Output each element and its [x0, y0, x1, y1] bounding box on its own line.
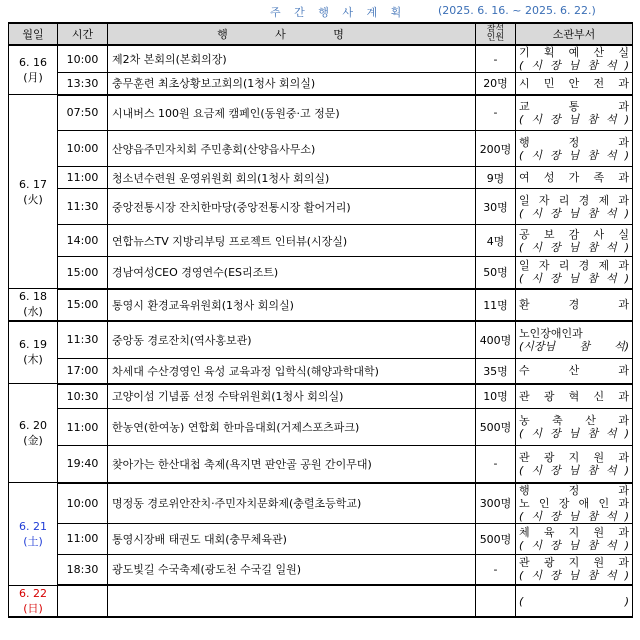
- period-label: (2025. 6. 16. ~ 2025. 6. 22.): [438, 4, 596, 17]
- event-attendance: 500명: [476, 523, 516, 554]
- event-name: 중앙동 경로잔치(역사홍보관): [108, 321, 476, 359]
- event-attendance: -: [476, 554, 516, 585]
- event-name: 찾아가는 한산대첩 축제(욕지면 판안골 공원 간이무대): [108, 446, 476, 483]
- event-row: [9, 359, 633, 384]
- event-name: [108, 585, 476, 617]
- weekday-label: (火): [23, 192, 43, 206]
- event-time: 13:30: [58, 73, 108, 95]
- department-name: 일 자 리 경 제 과: [519, 259, 629, 273]
- department-name: 관 광 지 원 과: [519, 556, 629, 570]
- event-attendance: -: [476, 446, 516, 483]
- department-note: ( 시 장 님 참 석 ): [519, 112, 629, 126]
- event-department: [516, 523, 633, 554]
- department-name: 기 획 예 산 실: [519, 46, 629, 59]
- event-attendance: -: [476, 45, 516, 73]
- header-day: 월일: [9, 23, 58, 45]
- department-name: 농 축 산 과: [519, 414, 629, 427]
- department-name: 교 통 과: [519, 99, 629, 113]
- schedule-table: [8, 22, 633, 618]
- day-cell: [9, 95, 58, 289]
- department-note: ( 시 장 님 참 석 ): [519, 569, 629, 583]
- department-name: 여 성 가 족 과: [519, 171, 629, 184]
- date-label: 6. 17: [19, 177, 47, 191]
- event-attendance: 500명: [476, 409, 516, 446]
- header-row: [9, 23, 633, 45]
- department-name: 수 산 과: [519, 364, 629, 378]
- department-note: (시장님 참 석): [519, 339, 629, 353]
- event-department: [516, 359, 633, 384]
- department-note: ( 시 장 님 참 석 ): [519, 59, 629, 72]
- event-department: [516, 73, 633, 95]
- day-cell: [9, 483, 58, 586]
- event-row: [9, 45, 633, 73]
- event-time: 10:00: [58, 483, 108, 524]
- event-time: 10:00: [58, 131, 108, 167]
- event-attendance: -: [476, 95, 516, 131]
- event-time: 11:00: [58, 523, 108, 554]
- weekday-label: (金): [23, 434, 43, 447]
- event-name: 한농연(한여농) 연합회 한마음대회(거제스포츠파크): [108, 409, 476, 446]
- event-name: 청소년수련원 운영위원회 회의(1청사 회의실): [108, 167, 476, 189]
- department-note: ( 시 장 님 참 석 ): [519, 509, 629, 523]
- department-note: ( ): [519, 594, 629, 608]
- title-bar: [0, 0, 640, 22]
- event-attendance: [476, 585, 516, 617]
- department-note: ( 시 장 님 참 석 ): [519, 206, 629, 220]
- event-time: 11:30: [58, 189, 108, 225]
- event-name: 제2차 본회의(본회의장): [108, 45, 476, 73]
- event-name: 중앙전통시장 잔치한마당(중앙전통시장 활어거리): [108, 189, 476, 225]
- event-attendance: 9명: [476, 167, 516, 189]
- event-time: 17:00: [58, 359, 108, 384]
- day-cell: [9, 321, 58, 384]
- page-title: 주 간 행 사 계 획: [270, 6, 407, 19]
- event-row: [9, 384, 633, 409]
- event-attendance: 11명: [476, 289, 516, 321]
- day-cell: [9, 384, 58, 483]
- event-attendance: 400명: [476, 321, 516, 359]
- event-department: [516, 554, 633, 585]
- event-time: 15:00: [58, 289, 108, 321]
- event-name: 충무훈련 최초상황보고회의(1청사 회의실): [108, 73, 476, 95]
- event-name: 산양읍주민자치회 주민총회(산양읍사무소): [108, 131, 476, 167]
- event-time: 10:00: [58, 45, 108, 73]
- event-department: [516, 289, 633, 321]
- weekday-label: (水): [23, 305, 43, 319]
- header-attendance: 참석 인원: [476, 23, 516, 45]
- event-row: [9, 73, 633, 95]
- event-name: 통영시 환경교육위원회(1청사 회의실): [108, 289, 476, 321]
- department-name: 노인장애인과: [519, 326, 583, 340]
- date-label: 6. 19: [19, 338, 47, 352]
- event-row: [9, 189, 633, 225]
- event-row: [9, 523, 633, 554]
- event-row: [9, 585, 633, 617]
- event-department: [516, 409, 633, 446]
- department-name: 시 민 안 전 과: [519, 76, 629, 90]
- event-department: [516, 384, 633, 409]
- event-attendance: 30명: [476, 189, 516, 225]
- event-name: 차세대 수산경영인 육성 교육과정 입학식(해양과학대학): [108, 359, 476, 384]
- event-time: 11:30: [58, 321, 108, 359]
- event-row: [9, 225, 633, 257]
- date-label: 6. 20: [19, 419, 47, 432]
- department-name: 일 자 리 경 제 과: [519, 193, 629, 207]
- event-time: 07:50: [58, 95, 108, 131]
- event-attendance: 20명: [476, 73, 516, 95]
- event-department: [516, 257, 633, 289]
- day-cell: [9, 585, 58, 617]
- event-name: 시내버스 100원 요금제 캠페인(동원중·고 정문): [108, 95, 476, 131]
- event-department: [516, 131, 633, 167]
- date-label: 6. 21: [19, 519, 47, 533]
- event-row: [9, 446, 633, 483]
- event-name: 통영시장배 태권도 대회(충무체육관): [108, 523, 476, 554]
- event-department: [516, 189, 633, 225]
- event-time: 10:30: [58, 384, 108, 409]
- header-schedule: 행 사 명: [108, 23, 476, 45]
- department-note: ( 시 장 님 참 석 ): [519, 427, 629, 440]
- department-name: 공 보 감 사 실: [519, 227, 629, 241]
- event-row: [9, 409, 633, 446]
- weekday-label: (土): [23, 534, 43, 548]
- department-name: 관 광 지 원 과: [519, 450, 629, 464]
- event-name: 고양이섬 기념품 선정 수탁위원회(1청사 회의실): [108, 384, 476, 409]
- event-time: 15:00: [58, 257, 108, 289]
- department-note: ( 시 장 님 참 석 ): [519, 538, 629, 552]
- event-time: 18:30: [58, 554, 108, 585]
- date-label: 6. 18: [19, 290, 47, 304]
- event-attendance: 200명: [476, 131, 516, 167]
- header-time: 시간: [58, 23, 108, 45]
- department-name: 체 육 지 원 과: [519, 525, 629, 539]
- event-department: [516, 446, 633, 483]
- department-name: 행 정 과: [519, 135, 629, 149]
- event-department: [516, 45, 633, 73]
- event-name: 명정동 경로위안잔치·주민자치문화제(충렬초등학교): [108, 483, 476, 524]
- event-time: 11:00: [58, 167, 108, 189]
- header-department: 소관부서: [516, 23, 633, 45]
- event-name: 연합뉴스TV 지방리부팅 프로젝트 인터뷰(시장실): [108, 225, 476, 257]
- event-name: 경남여성CEO 경영연수(ES리조트): [108, 257, 476, 289]
- event-name: 광도빛길 수국축제(광도천 수국길 일원): [108, 554, 476, 585]
- weekday-label: (木): [23, 353, 43, 367]
- event-department: [516, 225, 633, 257]
- event-time: 14:00: [58, 225, 108, 257]
- event-attendance: 35명: [476, 359, 516, 384]
- event-department: [516, 585, 633, 617]
- event-row: [9, 167, 633, 189]
- department-name: 행 정 과: [519, 483, 629, 497]
- event-row: [9, 257, 633, 289]
- weekday-label: (月): [23, 71, 43, 84]
- event-row: [9, 483, 633, 524]
- day-cell: [9, 289, 58, 321]
- event-department: [516, 167, 633, 189]
- date-label: 6. 16: [19, 56, 47, 69]
- department-name: 관 광 혁 신 과: [519, 389, 629, 403]
- event-department: [516, 321, 633, 359]
- event-row: [9, 95, 633, 131]
- event-department: [516, 483, 633, 524]
- department-note: ( 시 장 님 참 석 ): [519, 148, 629, 162]
- department-note: ( 시 장 님 참 석 ): [519, 272, 629, 286]
- event-row: [9, 131, 633, 167]
- event-row: [9, 289, 633, 321]
- department-name-secondary: 노 인 장 애 인 과: [519, 496, 629, 510]
- event-time: 19:40: [58, 446, 108, 483]
- weekday-label: (日): [23, 601, 43, 615]
- event-attendance: 10명: [476, 384, 516, 409]
- event-time: 11:00: [58, 409, 108, 446]
- event-time: [58, 585, 108, 617]
- date-label: 6. 22: [19, 586, 47, 600]
- event-department: [516, 95, 633, 131]
- event-attendance: 300명: [476, 483, 516, 524]
- department-name: 환 경 과: [519, 298, 629, 311]
- event-row: [9, 554, 633, 585]
- department-note: ( 시 장 님 참 석 ): [519, 463, 629, 477]
- event-attendance: 50명: [476, 257, 516, 289]
- event-row: [9, 321, 633, 359]
- department-note: ( 시 장 님 참 석 ): [519, 240, 629, 254]
- day-cell: [9, 45, 58, 95]
- event-attendance: 4명: [476, 225, 516, 257]
